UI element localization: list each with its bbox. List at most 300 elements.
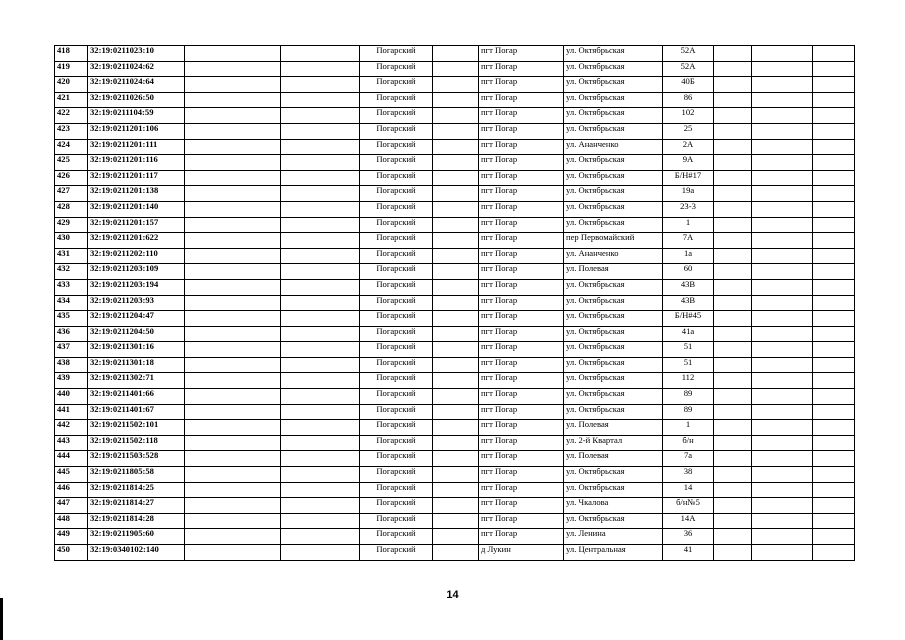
table-row [55,279,855,295]
empty-cell [813,373,855,389]
house-number-cell: Б/Н#45 [663,311,714,327]
row-number-cell: 445 [55,467,88,483]
table-row [55,482,855,498]
house-number-cell: 2А [663,139,714,155]
empty-cell [813,61,855,77]
empty-cell [813,467,855,483]
empty-cell [281,139,360,155]
empty-cell [813,420,855,436]
district-cell: Погарский [360,513,433,529]
table-row [55,139,855,155]
house-number-cell: 7А [663,233,714,249]
empty-cell [813,389,855,405]
district-cell: Погарский [360,170,433,186]
row-number-cell: 447 [55,498,88,514]
table-row [55,498,855,514]
empty-cell [813,170,855,186]
street-cell: ул. Ананченко [564,248,663,264]
empty-cell [813,295,855,311]
table-row [55,217,855,233]
empty-cell [281,264,360,280]
cadastral-number-cell: 32:19:0211201:622 [88,233,185,249]
cadastral-number-cell: 32:19:0211024:62 [88,61,185,77]
locality-cell: пгт Погар [479,435,564,451]
empty-cell [433,264,479,280]
table-row [55,248,855,264]
street-cell: ул. Ленина [564,529,663,545]
district-cell: Погарский [360,61,433,77]
street-cell: ул. Октябрьская [564,46,663,62]
empty-cell [281,404,360,420]
house-number-cell: 9А [663,155,714,171]
empty-cell [813,404,855,420]
row-number-cell: 423 [55,123,88,139]
locality-cell: пгт Погар [479,373,564,389]
house-number-cell: 7а [663,451,714,467]
empty-cell [714,513,752,529]
empty-cell [433,233,479,249]
table-row [55,357,855,373]
locality-cell: пгт Погар [479,61,564,77]
empty-cell [813,482,855,498]
empty-cell [752,279,813,295]
empty-cell [752,451,813,467]
table-row [55,155,855,171]
empty-cell [813,92,855,108]
table-row [55,389,855,405]
street-cell: ул. Октябрьская [564,467,663,483]
street-cell: ул. Октябрьская [564,77,663,93]
locality-cell: пгт Погар [479,357,564,373]
locality-cell: пгт Погар [479,342,564,358]
empty-cell [433,279,479,295]
house-number-cell: 14 [663,482,714,498]
empty-cell [185,295,281,311]
house-number-cell: б/н№5 [663,498,714,514]
street-cell: ул. Октябрьская [564,186,663,202]
street-cell: ул. Октябрьская [564,123,663,139]
empty-cell [281,123,360,139]
district-cell: Погарский [360,46,433,62]
cadastral-number-cell: 32:19:0211201:140 [88,201,185,217]
table-row [55,46,855,62]
empty-cell [281,77,360,93]
district-cell: Погарский [360,295,433,311]
district-cell: Погарский [360,498,433,514]
district-cell: Погарский [360,545,433,561]
registry-rows [55,46,855,561]
street-cell: ул. Октябрьская [564,389,663,405]
table-row [55,451,855,467]
row-number-cell: 435 [55,311,88,327]
empty-cell [714,123,752,139]
empty-cell [714,170,752,186]
table-row [55,77,855,93]
empty-cell [714,389,752,405]
row-number-cell: 441 [55,404,88,420]
cadastral-number-cell: 32:19:0340102:140 [88,545,185,561]
district-cell: Погарский [360,108,433,124]
table-row [55,529,855,545]
cadastral-number-cell: 32:19:0211301:18 [88,357,185,373]
locality-cell: пгт Погар [479,217,564,233]
street-cell: ул. Полевая [564,451,663,467]
empty-cell [185,451,281,467]
cadastral-number-cell: 32:19:0211502:101 [88,420,185,436]
registry-table [54,45,855,561]
street-cell: ул. Октябрьская [564,357,663,373]
row-number-cell: 443 [55,435,88,451]
street-cell: ул. Октябрьская [564,155,663,171]
house-number-cell: 14А [663,513,714,529]
district-cell: Погарский [360,123,433,139]
empty-cell [185,342,281,358]
table-row [55,420,855,436]
empty-cell [185,46,281,62]
empty-cell [185,404,281,420]
empty-cell [752,326,813,342]
house-number-cell: 40Б [663,77,714,93]
empty-cell [714,108,752,124]
house-number-cell: 52А [663,46,714,62]
table-row [55,373,855,389]
street-cell: пер Первомайский [564,233,663,249]
district-cell: Погарский [360,420,433,436]
locality-cell: пгт Погар [479,201,564,217]
empty-cell [185,155,281,171]
empty-cell [752,264,813,280]
empty-cell [752,77,813,93]
empty-cell [714,264,752,280]
empty-cell [813,545,855,561]
empty-cell [433,155,479,171]
house-number-cell: 41 [663,545,714,561]
empty-cell [752,233,813,249]
street-cell: ул. Чкалова [564,498,663,514]
row-number-cell: 432 [55,264,88,280]
street-cell: ул. Октябрьская [564,482,663,498]
empty-cell [714,435,752,451]
empty-cell [813,233,855,249]
table-row [55,201,855,217]
district-cell: Погарский [360,264,433,280]
empty-cell [281,326,360,342]
district-cell: Погарский [360,311,433,327]
empty-cell [185,201,281,217]
empty-cell [185,139,281,155]
empty-cell [813,186,855,202]
empty-cell [433,170,479,186]
row-number-cell: 436 [55,326,88,342]
row-number-cell: 439 [55,373,88,389]
street-cell: ул. Октябрьская [564,513,663,529]
empty-cell [433,373,479,389]
empty-cell [281,186,360,202]
empty-cell [714,139,752,155]
locality-cell: пгт Погар [479,513,564,529]
street-cell: ул. Октябрьская [564,61,663,77]
empty-cell [433,482,479,498]
empty-cell [813,248,855,264]
empty-cell [433,217,479,233]
empty-cell [714,404,752,420]
empty-cell [813,342,855,358]
empty-cell [185,357,281,373]
empty-cell [714,482,752,498]
empty-cell [813,529,855,545]
empty-cell [185,77,281,93]
row-number-cell: 446 [55,482,88,498]
locality-cell: пгт Погар [479,451,564,467]
street-cell: ул. Октябрьская [564,404,663,420]
district-cell: Погарский [360,248,433,264]
cadastral-number-cell: 32:19:0211203:93 [88,295,185,311]
empty-cell [281,420,360,436]
table-row [55,186,855,202]
street-cell: ул. Октябрьская [564,373,663,389]
empty-cell [752,139,813,155]
cadastral-number-cell: 32:19:0211203:194 [88,279,185,295]
table-row [55,467,855,483]
district-cell: Погарский [360,155,433,171]
district-cell: Погарский [360,186,433,202]
table-row [55,233,855,249]
empty-cell [281,373,360,389]
cadastral-number-cell: 32:19:0211301:16 [88,342,185,358]
empty-cell [752,295,813,311]
empty-cell [281,482,360,498]
empty-cell [433,326,479,342]
empty-cell [714,201,752,217]
empty-cell [813,108,855,124]
cadastral-number-cell: 32:19:0211401:66 [88,389,185,405]
empty-cell [752,46,813,62]
row-number-cell: 419 [55,61,88,77]
house-number-cell: 52А [663,61,714,77]
row-number-cell: 421 [55,92,88,108]
district-cell: Погарский [360,404,433,420]
district-cell: Погарский [360,139,433,155]
empty-cell [281,170,360,186]
empty-cell [813,357,855,373]
empty-cell [433,201,479,217]
cadastral-number-cell: 32:19:0211201:157 [88,217,185,233]
empty-cell [714,279,752,295]
empty-cell [813,46,855,62]
row-number-cell: 422 [55,108,88,124]
empty-cell [281,233,360,249]
cadastral-number-cell: 32:19:0211104:59 [88,108,185,124]
empty-cell [813,77,855,93]
house-number-cell: 41а [663,326,714,342]
empty-cell [813,498,855,514]
empty-cell [185,123,281,139]
row-number-cell: 440 [55,389,88,405]
empty-cell [813,451,855,467]
cadastral-number-cell: 32:19:0211203:109 [88,264,185,280]
district-cell: Погарский [360,435,433,451]
district-cell: Погарский [360,482,433,498]
empty-cell [185,279,281,295]
house-number-cell: 23-3 [663,201,714,217]
cadastral-number-cell: 32:19:0211201:138 [88,186,185,202]
empty-cell [813,513,855,529]
row-number-cell: 431 [55,248,88,264]
table-row [55,342,855,358]
empty-cell [433,420,479,436]
table-row [55,61,855,77]
locality-cell: пгт Погар [479,170,564,186]
empty-cell [433,435,479,451]
locality-cell: пгт Погар [479,92,564,108]
row-number-cell: 426 [55,170,88,186]
house-number-cell: 112 [663,373,714,389]
row-number-cell: 438 [55,357,88,373]
empty-cell [281,155,360,171]
empty-cell [714,217,752,233]
locality-cell: пгт Погар [479,46,564,62]
street-cell: ул. Октябрьская [564,295,663,311]
table-row [55,404,855,420]
district-cell: Погарский [360,389,433,405]
empty-cell [752,513,813,529]
cadastral-number-cell: 32:19:0211026:50 [88,92,185,108]
row-number-cell: 444 [55,451,88,467]
empty-cell [752,217,813,233]
table-row [55,295,855,311]
page-number: 14 [446,589,459,601]
empty-cell [281,295,360,311]
empty-cell [714,248,752,264]
cadastral-number-cell: 32:19:0211401:67 [88,404,185,420]
empty-cell [185,311,281,327]
table-row [55,92,855,108]
empty-cell [433,404,479,420]
empty-cell [185,326,281,342]
empty-cell [433,123,479,139]
row-number-cell: 437 [55,342,88,358]
empty-cell [752,420,813,436]
empty-cell [281,311,360,327]
empty-cell [281,513,360,529]
row-number-cell: 428 [55,201,88,217]
empty-cell [185,420,281,436]
locality-cell: пгт Погар [479,498,564,514]
empty-cell [281,248,360,264]
district-cell: Погарский [360,201,433,217]
table-row [55,545,855,561]
empty-cell [752,61,813,77]
empty-cell [752,311,813,327]
empty-cell [433,545,479,561]
row-number-cell: 433 [55,279,88,295]
empty-cell [281,357,360,373]
house-number-cell: 1 [663,217,714,233]
empty-cell [714,186,752,202]
empty-cell [185,108,281,124]
locality-cell: пгт Погар [479,279,564,295]
table-row [55,170,855,186]
empty-cell [752,170,813,186]
empty-cell [752,529,813,545]
locality-cell: пгт Погар [479,326,564,342]
table-row [55,311,855,327]
district-cell: Погарский [360,279,433,295]
cadastral-number-cell: 32:19:0211204:50 [88,326,185,342]
cadastral-number-cell: 32:19:0211814:25 [88,482,185,498]
empty-cell [185,435,281,451]
empty-cell [433,295,479,311]
empty-cell [714,295,752,311]
empty-cell [813,279,855,295]
street-cell: ул. Октябрьская [564,326,663,342]
empty-cell [813,139,855,155]
empty-cell [714,357,752,373]
empty-cell [433,467,479,483]
empty-cell [281,46,360,62]
empty-cell [433,498,479,514]
empty-cell [281,467,360,483]
district-cell: Погарский [360,357,433,373]
empty-cell [281,529,360,545]
house-number-cell: 19а [663,186,714,202]
table-row [55,108,855,124]
empty-cell [185,61,281,77]
house-number-cell: 102 [663,108,714,124]
empty-cell [714,545,752,561]
empty-cell [433,248,479,264]
empty-cell [185,513,281,529]
empty-cell [433,513,479,529]
empty-cell [281,498,360,514]
street-cell: ул. 2-й Квартал [564,435,663,451]
empty-cell [714,311,752,327]
table-row [55,326,855,342]
house-number-cell: 89 [663,404,714,420]
district-cell: Погарский [360,326,433,342]
street-cell: ул. Октябрьская [564,279,663,295]
locality-cell: пгт Погар [479,311,564,327]
locality-cell: пгт Погар [479,264,564,280]
empty-cell [185,264,281,280]
street-cell: ул. Октябрьская [564,108,663,124]
row-number-cell: 429 [55,217,88,233]
empty-cell [281,279,360,295]
empty-cell [281,342,360,358]
row-number-cell: 430 [55,233,88,249]
empty-cell [433,311,479,327]
row-number-cell: 418 [55,46,88,62]
empty-cell [433,108,479,124]
empty-cell [185,498,281,514]
empty-cell [185,248,281,264]
empty-cell [185,92,281,108]
empty-cell [433,77,479,93]
cadastral-number-cell: 32:19:0211201:106 [88,123,185,139]
district-cell: Погарский [360,77,433,93]
empty-cell [752,373,813,389]
empty-cell [813,155,855,171]
row-number-cell: 425 [55,155,88,171]
empty-cell [185,389,281,405]
street-cell: ул. Октябрьская [564,92,663,108]
empty-cell [185,545,281,561]
empty-cell [433,46,479,62]
empty-cell [185,482,281,498]
empty-cell [281,389,360,405]
cadastral-number-cell: 32:19:0211814:27 [88,498,185,514]
empty-cell [813,217,855,233]
